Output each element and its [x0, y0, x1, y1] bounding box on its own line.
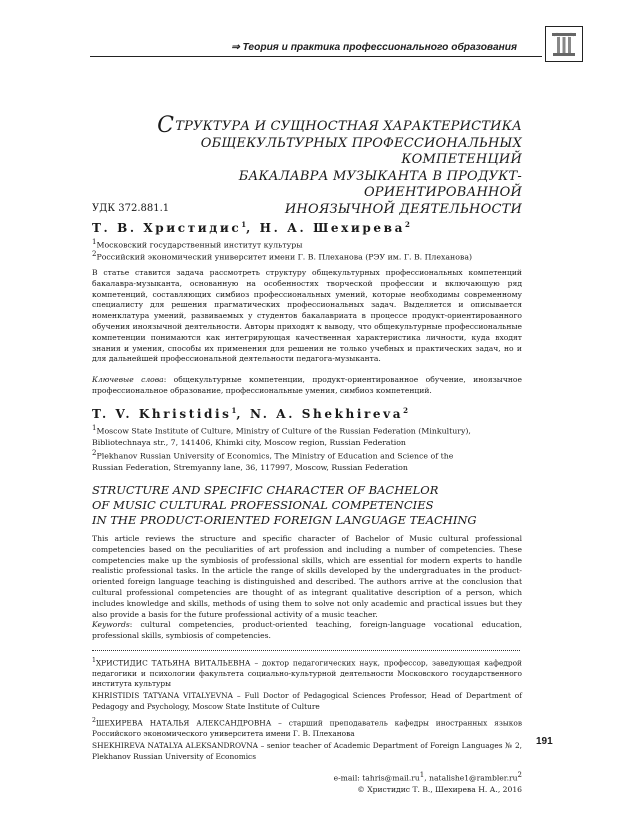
contact-block [334, 770, 522, 795]
affiliation-ru-2 [92, 249, 532, 263]
abstract-ru: В статье ставится задача рассмотреть структуру общекультурных профессиональных компетенций бакалавра-музыканта, основанную на особенностях творческой профессии и включающую ряд компетенций, составляющих симбиоз профессиональных умений, которые необходимы современному специалисту для решения прагматических профессиональных задач. Выделяется и описывается номенклатура умений, развиваемых у студентов бакалавриата в процессе продукт-ориентированного обучения иноязычной деятельности. Авторы приходят к выводу, что общекультурные профессиональные компетенции понимаются как интегрирующая качественная характеристика личности, куда входят знания и умения, способы их применения для решения не только учебных и практических задач, но и для дальнейшей профессиональной деятельности педагога-музыканта. [92, 268, 522, 364]
footnote-text: ШЕХИРЕВА НАТАЛЬЯ АЛЕКСАНДРОВНА – старший преподаватель кафедры иностранных языков Российского экономического университета имени Г. В. Плеханова [92, 718, 522, 738]
authors-ru [92, 220, 410, 235]
title-line: ИНОЯЗЫЧНОЙ ДЕЯТЕЛЬНОСТИ [284, 201, 522, 217]
author-sup: 2 [404, 220, 410, 229]
author-sup: 2 [403, 406, 408, 415]
email-line [334, 770, 522, 784]
footnote-2-ru [92, 716, 522, 739]
page-number: 191 [536, 736, 553, 747]
author-separator: , [236, 407, 250, 421]
header-rule [90, 56, 542, 57]
column-logo [545, 26, 583, 62]
affiliation-line [92, 448, 532, 462]
email-text: e-mail: tahris@mail.ru [333, 773, 420, 783]
affiliation-text: Moscow State Institute of Culture, Ministry of Culture of the Russian Federation (Minkultury), [96, 426, 471, 436]
affiliation-text: Plekhanov Russian University of Economics, The Ministry of Education and Science of the [96, 451, 454, 461]
footnote-sup: 1 [92, 657, 96, 664]
title-line: БАКАЛАВРА МУЗЫКАНТА В ПРОДУКТ-ОРИЕНТИРОВАННОЙ [238, 168, 522, 200]
title-line: IN THE PRODUCT-ORIENTED FOREIGN LANGUAGE TEACHING [92, 513, 477, 527]
affiliation-line [92, 423, 532, 437]
footnote-text: ХРИСТИДИС ТАТЬЯНА ВИТАЛЬЕВНА – доктор педагогических наук, профессор, заведующая кафедрой педагогики и психологии факультета социально-культурной деятельности Московского государственного института культуры [92, 658, 522, 689]
affiliation-line: Bibliotechnaya str., 7, 141406, Khimki city, Moscow region, Russian Federation [92, 437, 406, 447]
title-line: STRUCTURE AND SPECIFIC CHARACTER OF BACHELOR [92, 483, 439, 497]
copyright: © Христидис Т. В., Шехирева Н. А., 2016 [357, 784, 522, 794]
arrow-icon: ⇒ [231, 42, 240, 53]
affiliation-sup: 1 [92, 424, 97, 432]
article-title-en [92, 483, 477, 528]
footnote-1-en: KHRISTIDIS TATYANA VITALYEVNA – Full Doctor of Pedagogical Sciences Professor, Head of Department of Pedagogy and Psychology, Moscow State Institute of Culture [92, 691, 522, 711]
title-line: ОБЩЕКУЛЬТУРНЫХ ПРОФЕССИОНАЛЬНЫХ КОМПЕТЕНЦИЙ [200, 135, 522, 167]
author-name: T. V. Khristidis [92, 407, 232, 421]
author-name: Т. В. Христидис [92, 221, 242, 235]
footnote-1-ru [92, 656, 522, 690]
running-header-section: Теория и практика профессионального образования [242, 42, 517, 53]
email-sup: 1 [419, 771, 425, 779]
author-name: Н. А. Шехирева [259, 221, 405, 235]
keywords-label: Ключевые слова [92, 375, 164, 384]
keywords-text: : общекультурные компетенции, продукт-ориентированное обучение, иноязычное профессиональное образование, профессиональные умения, симбиоз компетенций. [92, 375, 522, 395]
affiliation-line: Russian Federation, Stremyanny lane, 36, 117997, Moscow, Russian Federation [92, 462, 408, 472]
email-text: , natalishe1@rambler.ru [424, 773, 518, 783]
title-line: OF MUSIC CULTURAL PROFESSIONAL COMPETENCIES [92, 498, 434, 512]
title-first-line-rest: ТРУКТУРА И СУЩНОСТНАЯ ХАРАКТЕРИСТИКА [175, 119, 522, 134]
affiliation-text: Российский экономический университет имени Г. В. Плеханова (РЭУ им. Г. В. Плеханова) [96, 252, 473, 262]
affiliation-sup: 2 [92, 250, 97, 258]
footnote-2-en: SHEKHIREVA NATALYA ALEKSANDROVNA – senior teacher of Academic Department of Foreign Languages № 2, Plekhanov Russian University of Economics [92, 741, 522, 761]
authors-en [92, 406, 408, 421]
affiliation-sup: 2 [92, 449, 97, 457]
keywords-text: : cultural competencies, product-oriented teaching, foreign-language vocational education, professional skills, symbiosis of competencies. [92, 620, 522, 640]
udk-code: УДК 372.881.1 [92, 203, 170, 214]
affiliation-en-1 [92, 423, 532, 448]
footnote-sup: 2 [92, 717, 96, 724]
keywords-label: Keywords [92, 620, 130, 629]
author-sup: 1 [241, 220, 247, 229]
abstract-en: This article reviews the structure and specific character of Bachelor of Music cultural professional competencies based on the peculiarities of art profession and including a number of competencies. These competencies make up the symbiosis of professional skills, which are essential for modern experts to handle realistic professional tasks. In the article the range of skills developed by the undergraduates in the product-oriented foreign language teaching is distinguished and described. The authors arrive at the conclusion that cultural professional competencies are thought of as integrant qualitative description of a person, which includes knowledge and skills, methods of using them to solve not only academic and practical issues but they also provide a basis for the future professional activity of a music teacher. [92, 534, 522, 619]
title-line [90, 113, 522, 138]
affiliation-text: Московский государственный институт культуры [96, 240, 303, 250]
affiliation-en-2 [92, 448, 532, 473]
email-sup: 2 [517, 771, 522, 779]
keywords-en [92, 620, 522, 642]
title-initial: С [157, 113, 175, 138]
footnote-separator [92, 650, 520, 651]
author-sup: 1 [231, 406, 237, 415]
author-separator: , [246, 221, 260, 235]
running-header [231, 42, 517, 53]
affiliation-sup: 1 [92, 238, 97, 246]
author-name: N. A. Shekhireva [249, 407, 404, 421]
column-icon [546, 27, 582, 61]
keywords-ru [92, 375, 522, 397]
